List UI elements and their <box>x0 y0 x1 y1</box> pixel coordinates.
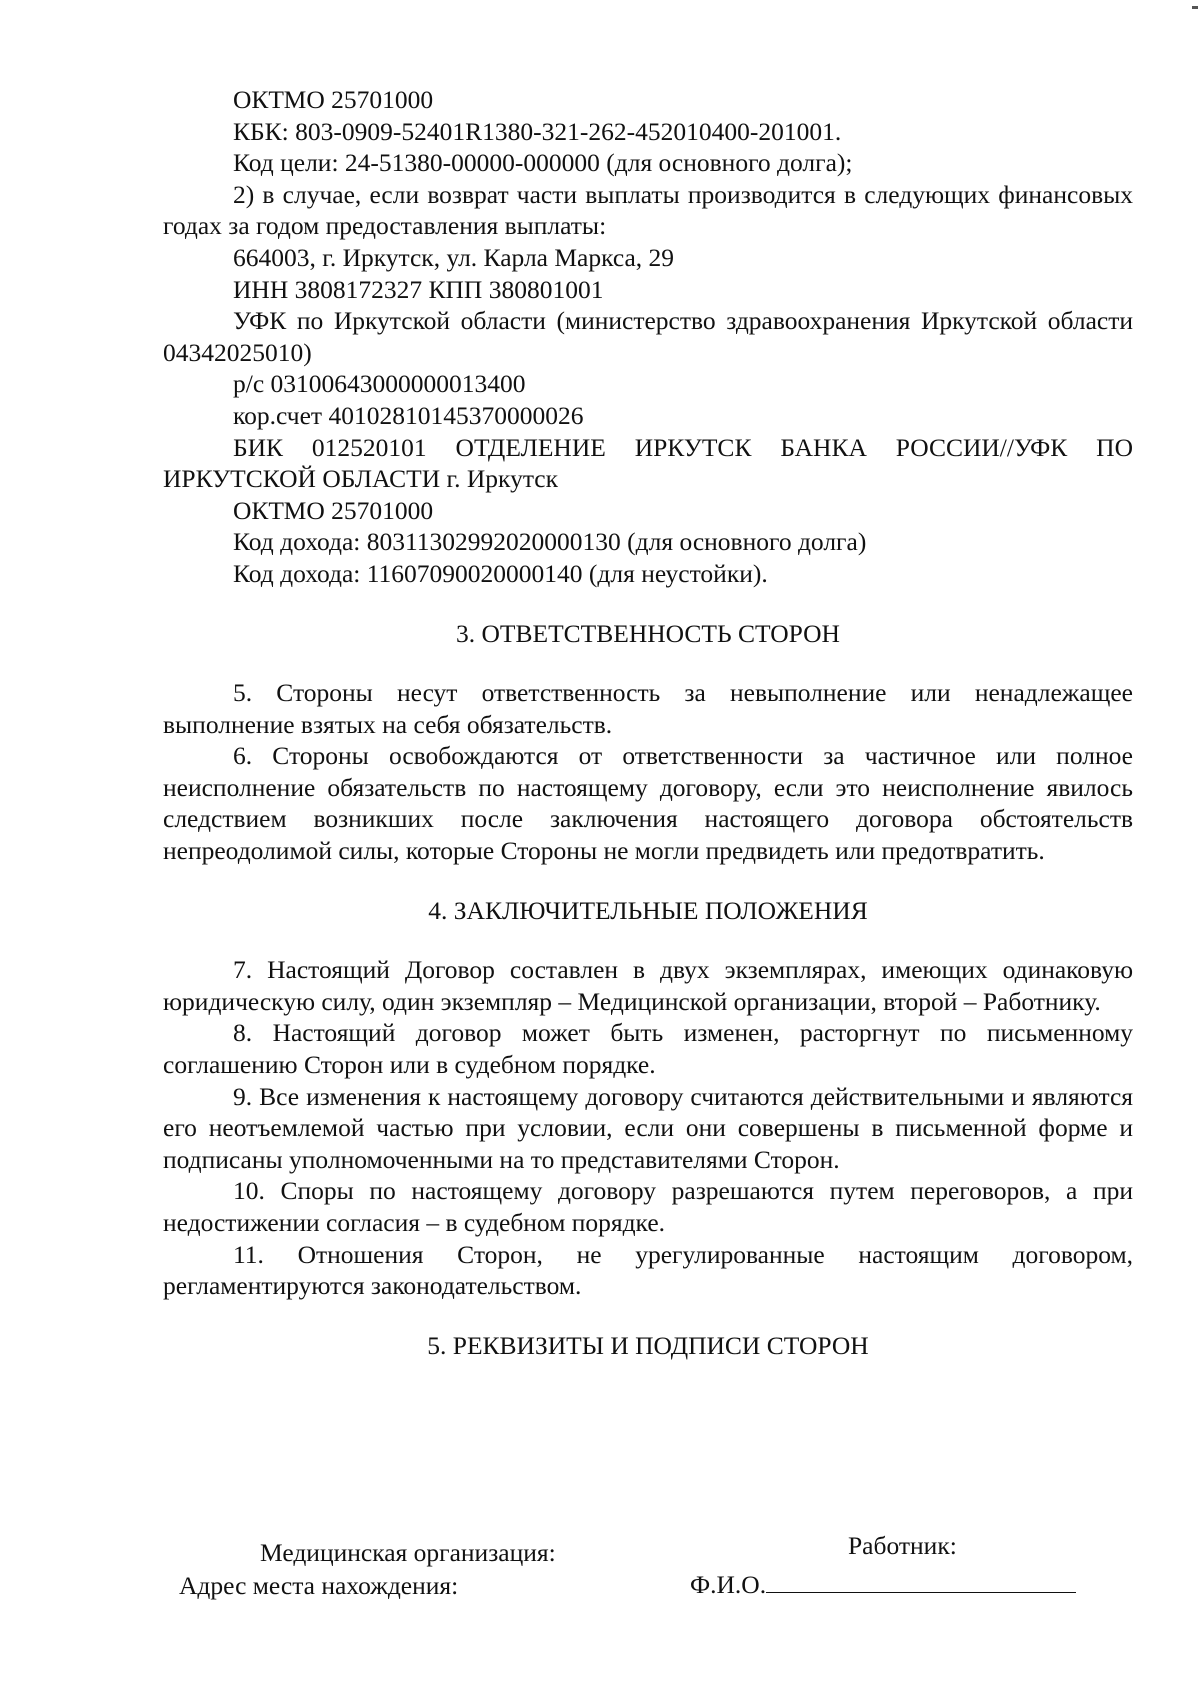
oktmo-line-2: ОКТМО 25701000 <box>233 495 434 525</box>
section5-title: 5. РЕКВИЗИТЫ И ПОДПИСИ СТОРОН <box>427 1330 869 1360</box>
paragraph-5: 5. Стороны несут ответственность за невыполнение или ненадлежащее выполнение взятых на себя обязательств. <box>163 678 1133 739</box>
case2-paragraph: 2) в случае, если возврат части выплаты производится в следующих финансовых годах за годом предоставления выплаты: <box>163 179 1133 241</box>
paragraph-9: 9. Все изменения к настоящему договору считаются действительными и являются его неотъемлемой частью при условии, если они совершены в письменной форме и подписаны уполномоченными на то представителями Сторон. <box>163 1081 1133 1174</box>
worker-label: Работник: <box>848 1531 957 1560</box>
address-line: 664003, г. Иркутск, ул. Карла Маркса, 29 <box>233 242 675 272</box>
goal-code-line: Код цели: 24-51380-00000-000000 (для основного долга); <box>233 148 853 178</box>
bik-paragraph: БИК 012520101 ОТДЕЛЕНИЕ ИРКУТСК БАНКА РОССИИ//УФК ПО ИРКУТСКОЙ ОБЛАСТИ г. Иркутск <box>163 432 1133 494</box>
section3-title: 3. ОТВЕТСТВЕННОСТЬ СТОРОН <box>456 618 840 648</box>
org-label: Медицинская организация: <box>260 1538 556 1567</box>
paragraph-11: 11. Отношения Сторон, не урегулированные настоящим договором, регламентируются законодательством. <box>163 1239 1133 1301</box>
fio-label: Ф.И.О. <box>690 1570 767 1599</box>
paragraph-8: 8. Настоящий договор может быть изменен, расторгнут по письменному соглашению Сторон или в судебном порядке. <box>163 1018 1133 1080</box>
rs-line: р/с 03100643000000013400 <box>233 369 526 399</box>
ufk-paragraph: УФК по Иркутской области (министерство здравоохранения Иркутской области 04342025010) <box>163 306 1133 367</box>
section4-title: 4. ЗАКЛЮЧИТЕЛЬНЫЕ ПОЛОЖЕНИЯ <box>428 895 868 925</box>
income-code-line-2: Код дохода: 11607090020000140 (для неустойки). <box>233 558 768 588</box>
fio-signature-line <box>766 1568 1076 1593</box>
fio-field <box>690 1568 1076 1600</box>
kbk-line: КБК: 803-0909-52401R1380-321-262-452010400-201001. <box>233 116 842 146</box>
oktmo-line: ОКТМО 25701000 <box>233 85 434 114</box>
paragraph-10: 10. Споры по настоящему договору разрешаются путем переговоров, а при недостижении согласия – в судебном порядке. <box>163 1176 1133 1237</box>
kor-account-line: кор.счет 40102810145370000026 <box>233 400 584 430</box>
inn-kpp-line: ИНН 3808172327 КПП 380801001 <box>233 274 604 304</box>
scan-artifact <box>1192 6 1198 9</box>
document-body <box>163 84 1133 1361</box>
paragraph-6: 6. Стороны освобождаются от ответственности за частичное или полное неисполнение обязательств по настоящему договору, если это неисполнение явилось следствием возникших после заключения настоящего договора обстоятельств непреодолимой силы, которые Стороны не могли предвидеть или предотвратить. <box>163 741 1133 866</box>
income-code-line-1: Код дохода: 80311302992020000130 (для основного долга) <box>233 527 867 557</box>
address-label: Адрес места нахождения: <box>179 1571 459 1600</box>
paragraph-7: 7. Настоящий Договор составлен в двух экземплярах, имеющих одинаковую юридическую силу, один экземпляр – Медицинской организации, второй – Работнику. <box>163 955 1133 1016</box>
